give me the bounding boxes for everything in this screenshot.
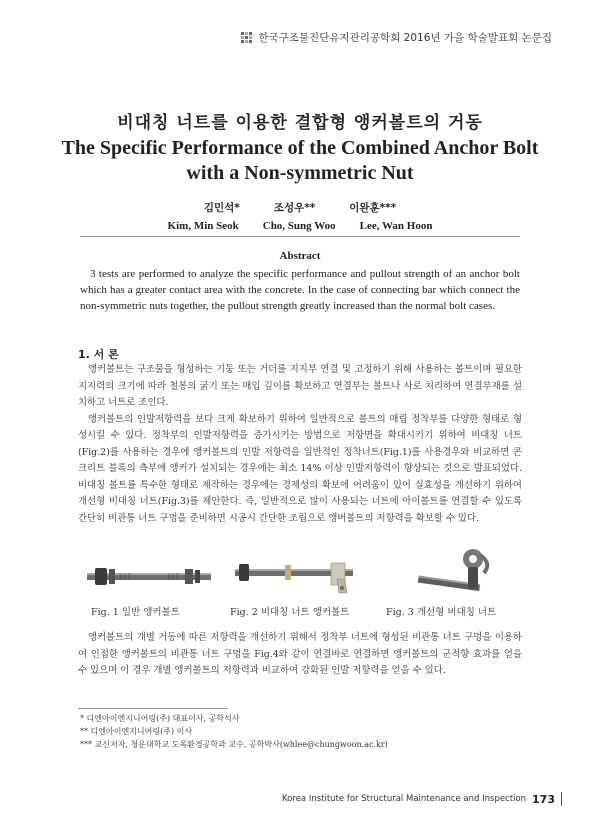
- running-header: [241, 30, 552, 45]
- author-2-ko: 조성우**: [273, 202, 316, 214]
- author-3-ko: 이완훈***: [349, 202, 397, 214]
- section-title: 1. 서 론: [78, 348, 119, 361]
- fig1-caption: Fig. 1 일반 앵커볼트: [91, 607, 180, 618]
- abstract-text: 3 tests are performed to analyze the specific performance and pullout strength of an anchor bolt which has a greater contact area with the concrete. In the case of connecting bar which connect the non-symmetric nuts together, the pullout strength greatly increased than the normal bolt cases.: [80, 268, 520, 312]
- author-1-en: Kim, Min Seok: [167, 220, 239, 232]
- footnote-2: ** 디엔아이엔지니어링(주) 이사: [80, 727, 193, 736]
- fig3-improved-nut-image: [410, 545, 495, 605]
- footer-divider: [561, 792, 562, 806]
- fig1-standard-anchor-bolt-image: [85, 558, 215, 594]
- title-korean: 비대칭 너트를 이용한 결합형 앵커볼트의 거동: [117, 113, 483, 133]
- authors-korean: [0, 200, 600, 215]
- paragraph-2: 앵커볼트의 인발저항력을 보다 크게 확보하기 위하여 일반적으로 볼트의 매립 정착부를 다양한 형태로 형성시킬 수 있다. 정착부의 인발저항력을 증가시키는 방법으로 저항면을 확대시키기 위하여 비대칭 너트(Fig.2)를 사용하는 경우에 앵커볼트의 인발 저항력을 일반적인 정착너트(Fig.1)를 사용경우와 비교하면 콘크리트 블록의 측부에 앵커가 설치되는 경우에는 최소 14% 이상 인발저항력이 향상되는 것으로 발표되었다. 비대칭 볼트를 특수한 형태로 제작하는 경우에는 경제성의 확보에 어려움이 있어 실효성을 개선하기 위하여 개선형 비대칭 너트(Fig.3)를 제안한다. 즉, 일반적으로 많이 사용되는 너트에 아이볼트를 연결할 수 있도록 간단히 비관통 너트 구멍을 준비하면 시공시 간단한 조립으로 앵버볼트의 저항력을 확보할 수 있다.: [78, 413, 522, 524]
- page-footer: [282, 792, 562, 806]
- fig3-caption: Fig. 3 개선형 비대칭 너트: [386, 607, 497, 618]
- footnote-1: * 디엔아이엔지니어링(주) 대표이사, 공학석사: [80, 714, 240, 723]
- paragraph-1: 앵커볼트는 구조물을 형성하는 기둥 또는 거더를 지지부 연결 및 고정하기 위해 사용하는 볼트이며 필요한 지지력의 크기에 따라 철봉의 굵기 또는 매입 깊이를 확보하고 연결부는 볼트나 사로 처리하여 연결부재를 설치하고 너트로 조인다.: [78, 364, 522, 408]
- abstract-heading: Abstract: [279, 250, 321, 262]
- conference-name: 한국구조물진단유지관리공학회 2016년 가을 학술발표회 논문집: [258, 32, 552, 44]
- footer-institute: Korea Institute for Structural Maintenance and Inspection: [282, 794, 527, 804]
- fig2-nonsymmetric-nut-bolt-image: [233, 555, 363, 597]
- author-block: [0, 200, 600, 232]
- author-1-ko: 김민석*: [203, 202, 240, 214]
- fig2-caption: Fig. 2 비대칭 너트 앵커볼트: [230, 607, 350, 618]
- paragraph-3: 앵커볼트의 개별 거동에 따른 저항력을 개선하기 위해서 정착부 너트에 형성된 비관통 너트 구멍을 이용하여 인접한 앵커볼트의 비관통 너트 구멍을 Fig.4와 같이 연결바로 연결하면 앵커볼트의 군적향 효과를 얻을 수 있으며 이 경우 개별 앵커볼트의 저항력과 비교하여 강화된 인발 저항력을 얻을 수 있다.: [78, 632, 522, 676]
- authors-english: [0, 220, 600, 232]
- society-logo-icon: [241, 32, 252, 43]
- header-divider: [80, 236, 520, 237]
- footnote-divider: [78, 708, 228, 709]
- title-english-line1: The Specific Performance of the Combined Anchor Bolt: [61, 137, 539, 159]
- section-body: [78, 362, 522, 527]
- title-english: [0, 136, 600, 186]
- footnote-3: *** 교신저자, 청운대학교 도목환경공학과 교수, 공학박사(whlee@chungwoon.ac.kr): [80, 740, 388, 749]
- author-2-en: Cho, Sung Woo: [262, 220, 336, 232]
- page-number: 173: [532, 792, 555, 806]
- section-body-continued: [78, 630, 522, 680]
- title-english-line2: with a Non-symmetric Nut: [186, 162, 414, 184]
- author-3-en: Lee, Wan Hoon: [359, 220, 433, 232]
